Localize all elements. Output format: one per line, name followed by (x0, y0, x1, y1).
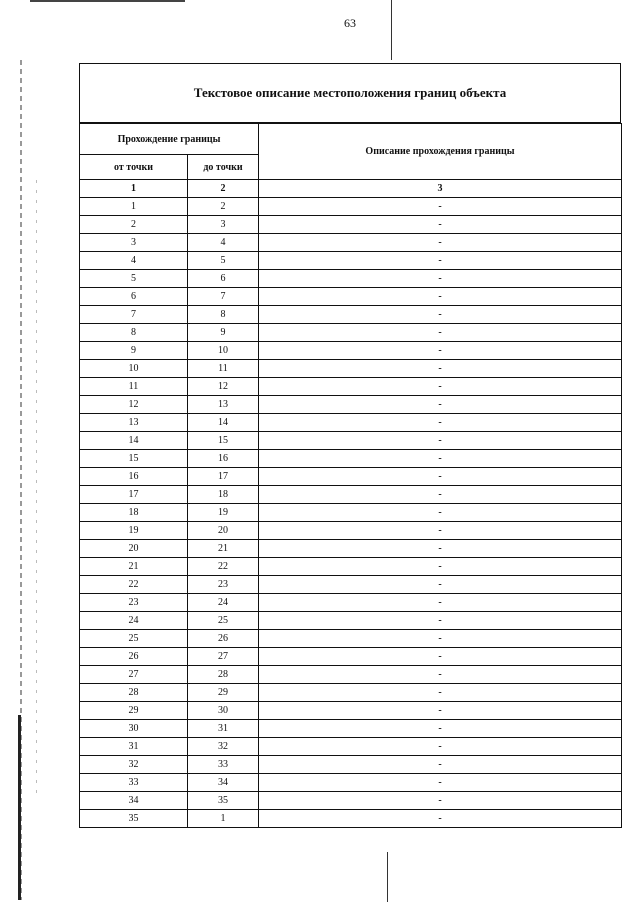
table-row (80, 234, 622, 252)
to-point-cell: 11 (188, 360, 259, 378)
table-row (80, 612, 622, 630)
table-title: Текстовое описание местоположения границ объекта (79, 63, 621, 123)
table-row (80, 198, 622, 216)
to-point-cell: 10 (188, 342, 259, 360)
from-point-cell: 15 (80, 450, 188, 468)
to-point-cell: 25 (188, 612, 259, 630)
from-point-cell: 14 (80, 432, 188, 450)
to-point-cell: 6 (188, 270, 259, 288)
table-row (80, 594, 622, 612)
description-cell: - (259, 558, 622, 576)
description-cell: - (259, 216, 622, 234)
from-point-cell: 12 (80, 396, 188, 414)
boundary-description-table (79, 63, 621, 828)
to-point-cell: 16 (188, 450, 259, 468)
to-point-cell: 1 (188, 810, 259, 828)
table-row (80, 504, 622, 522)
description-cell: - (259, 756, 622, 774)
description-cell: - (259, 810, 622, 828)
table-row (80, 666, 622, 684)
to-point-cell: 4 (188, 234, 259, 252)
from-point-cell: 30 (80, 720, 188, 738)
table-row (80, 432, 622, 450)
from-point-cell: 19 (80, 522, 188, 540)
to-point-cell: 20 (188, 522, 259, 540)
from-point-cell: 24 (80, 612, 188, 630)
column-number-row (80, 180, 622, 198)
table-row (80, 738, 622, 756)
to-point-cell: 35 (188, 792, 259, 810)
description-cell: - (259, 540, 622, 558)
scan-margin-line-inner (36, 180, 37, 800)
description-cell: - (259, 288, 622, 306)
from-point-cell: 11 (80, 378, 188, 396)
from-point-cell: 8 (80, 324, 188, 342)
from-point-cell: 16 (80, 468, 188, 486)
to-point-cell: 26 (188, 630, 259, 648)
to-point-cell: 5 (188, 252, 259, 270)
to-point-cell: 12 (188, 378, 259, 396)
description-cell: - (259, 648, 622, 666)
description-cell: - (259, 684, 622, 702)
from-point-cell: 27 (80, 666, 188, 684)
to-point-cell: 29 (188, 684, 259, 702)
table-row (80, 288, 622, 306)
from-point-cell: 28 (80, 684, 188, 702)
description-cell: - (259, 576, 622, 594)
description-cell: - (259, 486, 622, 504)
table-row (80, 702, 622, 720)
from-point-cell: 20 (80, 540, 188, 558)
from-point-cell: 33 (80, 774, 188, 792)
column-number: 1 (80, 180, 188, 198)
to-point-cell: 32 (188, 738, 259, 756)
table-row (80, 684, 622, 702)
table-row (80, 216, 622, 234)
to-point-cell: 23 (188, 576, 259, 594)
description-cell: - (259, 360, 622, 378)
description-cell: - (259, 720, 622, 738)
description-cell: - (259, 450, 622, 468)
description-cell: - (259, 396, 622, 414)
description-cell: - (259, 342, 622, 360)
to-point-cell: 21 (188, 540, 259, 558)
from-point-cell: 32 (80, 756, 188, 774)
table-row (80, 720, 622, 738)
description-cell: - (259, 702, 622, 720)
description-cell: - (259, 252, 622, 270)
to-point-cell: 8 (188, 306, 259, 324)
table-row (80, 468, 622, 486)
from-point-cell: 10 (80, 360, 188, 378)
description-cell: - (259, 792, 622, 810)
to-point-cell: 7 (188, 288, 259, 306)
column-number: 2 (188, 180, 259, 198)
scan-fold-line-bottom (387, 852, 388, 902)
description-cell: - (259, 522, 622, 540)
table-row (80, 774, 622, 792)
from-point-cell: 34 (80, 792, 188, 810)
from-point-cell: 29 (80, 702, 188, 720)
table-row (80, 342, 622, 360)
from-point-cell: 3 (80, 234, 188, 252)
to-point-cell: 17 (188, 468, 259, 486)
table-row (80, 324, 622, 342)
table-row (80, 540, 622, 558)
to-point-cell: 22 (188, 558, 259, 576)
description-cell: - (259, 414, 622, 432)
to-point-cell: 19 (188, 504, 259, 522)
from-point-cell: 7 (80, 306, 188, 324)
header-desc-label: Описание прохождения границы (259, 124, 622, 180)
description-cell: - (259, 612, 622, 630)
header-from-label: от точки (80, 155, 188, 180)
to-point-cell: 14 (188, 414, 259, 432)
page-number: 63 (344, 16, 356, 30)
to-point-cell: 31 (188, 720, 259, 738)
table-row (80, 396, 622, 414)
header-row-group (80, 124, 622, 155)
table-row (80, 252, 622, 270)
table-row (80, 450, 622, 468)
to-point-cell: 3 (188, 216, 259, 234)
from-point-cell: 31 (80, 738, 188, 756)
to-point-cell: 30 (188, 702, 259, 720)
to-point-cell: 28 (188, 666, 259, 684)
table-row (80, 648, 622, 666)
description-cell: - (259, 468, 622, 486)
table-row (80, 360, 622, 378)
description-cell: - (259, 234, 622, 252)
description-cell: - (259, 666, 622, 684)
from-point-cell: 5 (80, 270, 188, 288)
table-row (80, 522, 622, 540)
to-point-cell: 9 (188, 324, 259, 342)
table-row (80, 576, 622, 594)
to-point-cell: 15 (188, 432, 259, 450)
to-point-cell: 27 (188, 648, 259, 666)
from-point-cell: 1 (80, 198, 188, 216)
table-row (80, 558, 622, 576)
from-point-cell: 2 (80, 216, 188, 234)
table-row (80, 306, 622, 324)
to-point-cell: 33 (188, 756, 259, 774)
scan-margin-bar (18, 715, 21, 900)
to-point-cell: 2 (188, 198, 259, 216)
from-point-cell: 21 (80, 558, 188, 576)
table-row (80, 378, 622, 396)
description-cell: - (259, 594, 622, 612)
table-row (80, 810, 622, 828)
to-point-cell: 13 (188, 396, 259, 414)
from-point-cell: 23 (80, 594, 188, 612)
description-cell: - (259, 270, 622, 288)
from-point-cell: 6 (80, 288, 188, 306)
table-row (80, 270, 622, 288)
description-cell: - (259, 504, 622, 522)
from-point-cell: 13 (80, 414, 188, 432)
table-row (80, 792, 622, 810)
scan-top-bar (30, 0, 185, 2)
table-row (80, 414, 622, 432)
description-cell: - (259, 306, 622, 324)
from-point-cell: 25 (80, 630, 188, 648)
table-row (80, 756, 622, 774)
description-cell: - (259, 324, 622, 342)
description-cell: - (259, 630, 622, 648)
boundary-table (79, 123, 622, 828)
from-point-cell: 35 (80, 810, 188, 828)
description-cell: - (259, 738, 622, 756)
table-row (80, 630, 622, 648)
to-point-cell: 34 (188, 774, 259, 792)
column-number: 3 (259, 180, 622, 198)
description-cell: - (259, 774, 622, 792)
from-point-cell: 26 (80, 648, 188, 666)
header-to-label: до точки (188, 155, 259, 180)
table-row (80, 486, 622, 504)
from-point-cell: 22 (80, 576, 188, 594)
to-point-cell: 24 (188, 594, 259, 612)
header-group-label: Прохождение границы (80, 124, 259, 155)
from-point-cell: 17 (80, 486, 188, 504)
description-cell: - (259, 378, 622, 396)
to-point-cell: 18 (188, 486, 259, 504)
from-point-cell: 9 (80, 342, 188, 360)
description-cell: - (259, 432, 622, 450)
from-point-cell: 4 (80, 252, 188, 270)
description-cell: - (259, 198, 622, 216)
from-point-cell: 18 (80, 504, 188, 522)
